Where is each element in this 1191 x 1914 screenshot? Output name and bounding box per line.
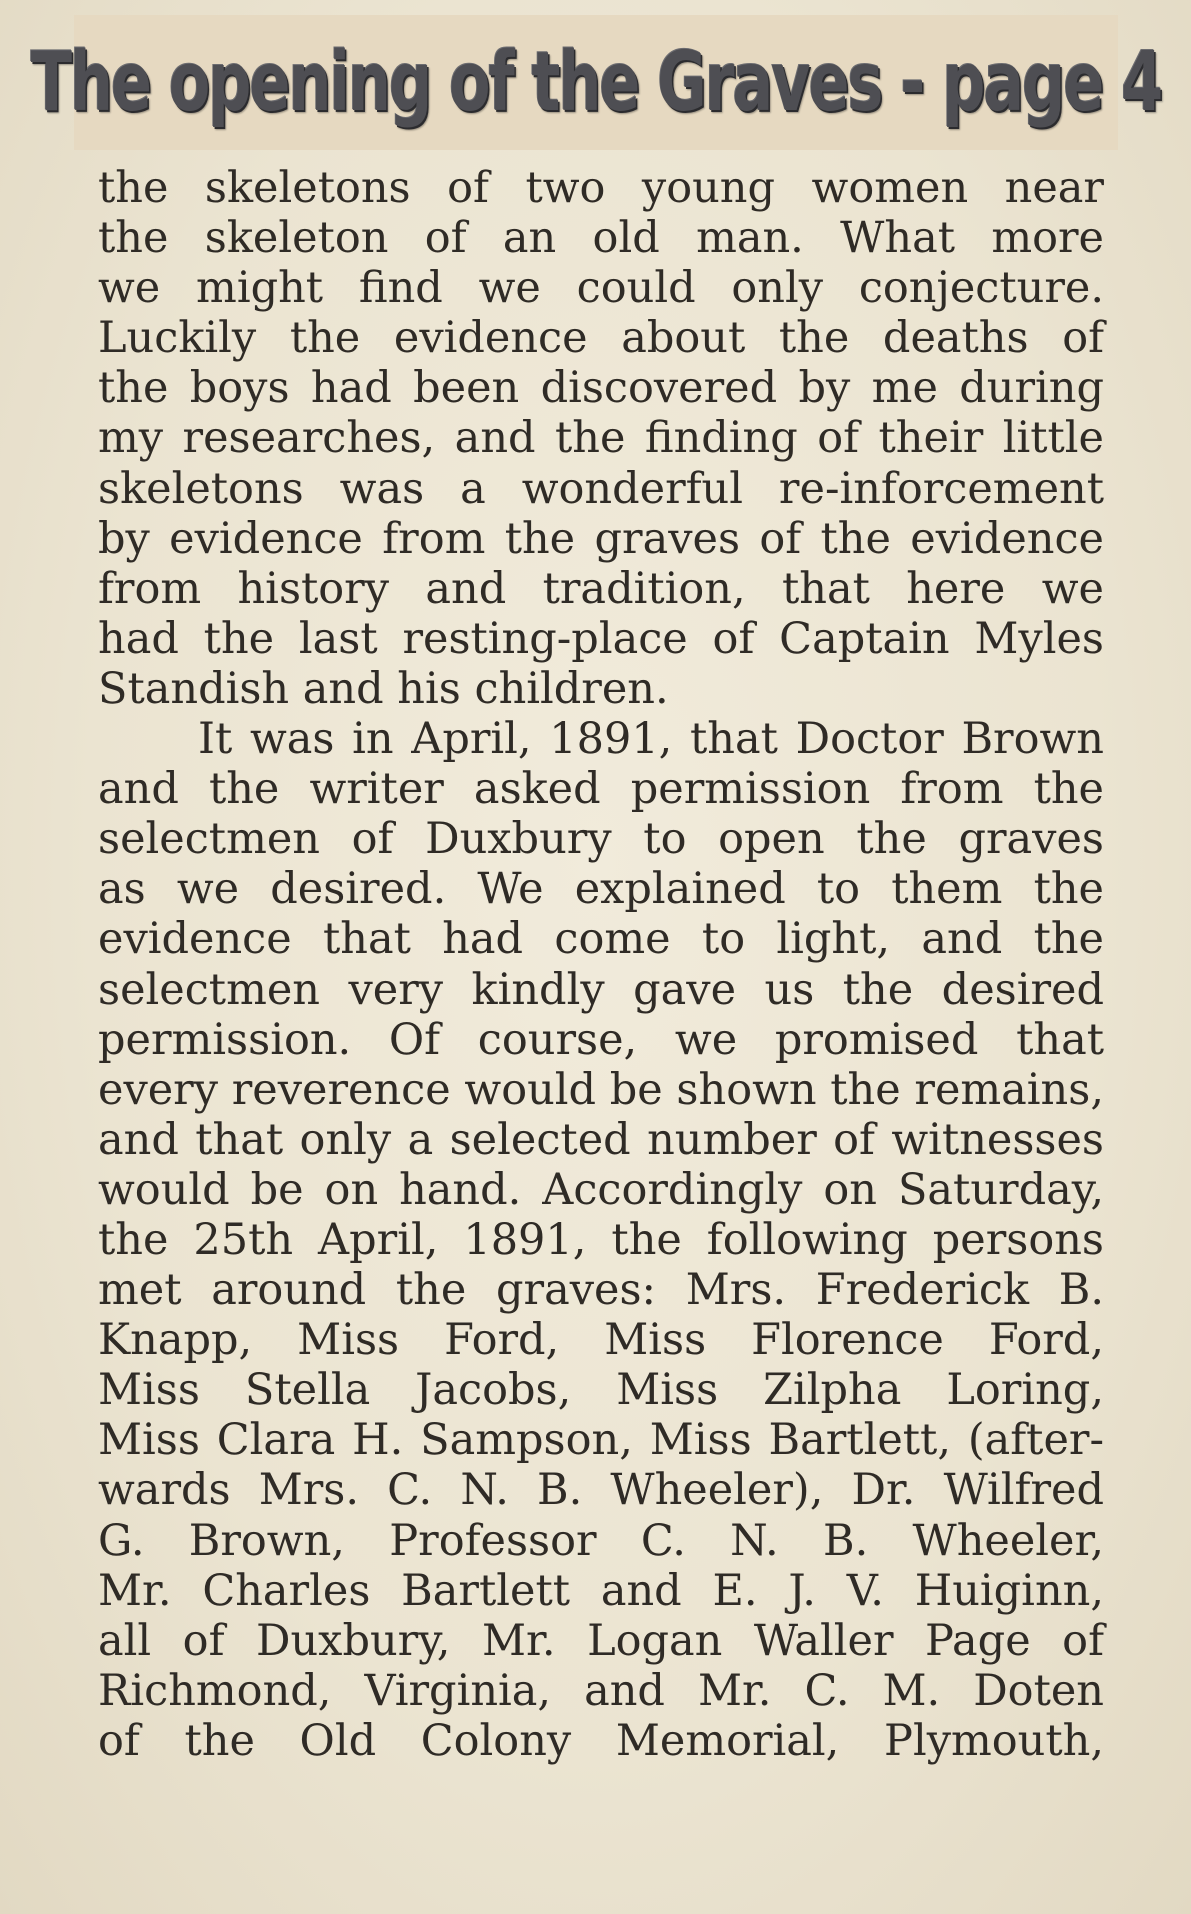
text-line: Knapp, Miss Ford, Miss Florence Ford, [98,1315,1104,1366]
text-line: skeletons was a wonderful re-inforcement [98,463,1104,514]
body-text [98,163,1104,1766]
text-line: by evidence from the graves of the evidence [98,513,1104,564]
text-line: and that only a selected number of witnesses [98,1114,1104,1165]
text-line: selectmen of Duxbury to open the graves [98,814,1104,865]
text-line: evidence that had come to light, and the [98,914,1104,965]
text-line: as we desired. We explained to them the [98,864,1104,915]
text-line: my researches, and the finding of their little [98,413,1104,464]
text-line: had the last resting-place of Captain Myles [98,613,1104,664]
text-line: wards Mrs. C. N. B. Wheeler), Dr. Wilfred [98,1465,1104,1516]
paragraph-start-line: It was in April, 1891, that Doctor Brown [198,714,1104,765]
text-line: the boys had been discovered by me during [98,363,1104,414]
page-title: The opening of the Graves - page 4 [30,35,1162,130]
title-banner [30,15,1162,150]
text-line: would be on hand. Accordingly on Saturday, [98,1164,1104,1215]
text-line: all of Duxbury, Mr. Logan Waller Page of [98,1615,1104,1666]
text-line: met around the graves: Mrs. Frederick B. [98,1265,1104,1316]
text-line: permission. Of course, we promised that [98,1014,1104,1065]
text-line: every reverence would be shown the remains, [98,1064,1104,1115]
text-line: Mr. Charles Bartlett and E. J. V. Huiginn, [98,1565,1104,1616]
text-line: the 25th April, 1891, the following persons [98,1214,1104,1265]
text-line: G. Brown, Professor C. N. B. Wheeler, [98,1515,1104,1566]
text-line: we might find we could only conjecture. [98,263,1104,314]
text-line: and the writer asked permission from the [98,764,1104,815]
text-line: the skeletons of two young women near [98,163,1104,213]
text-line: selectmen very kindly gave us the desired [98,964,1104,1015]
text-line: Miss Stella Jacobs, Miss Zilpha Loring, [98,1365,1104,1416]
text-line: Miss Clara H. Sampson, Miss Bartlett, (after- [98,1415,1104,1466]
text-line: Richmond, Virginia, and Mr. C. M. Doten [98,1665,1104,1716]
text-line: of the Old Colony Memorial, Plymouth, [98,1715,1104,1766]
text-line: from history and tradition, that here we [98,563,1104,614]
paragraph-end-line: Standish and his children. [98,663,669,714]
text-line: the skeleton of an old man. What more [98,213,1104,264]
text-line: Luckily the evidence about the deaths of [98,313,1104,364]
